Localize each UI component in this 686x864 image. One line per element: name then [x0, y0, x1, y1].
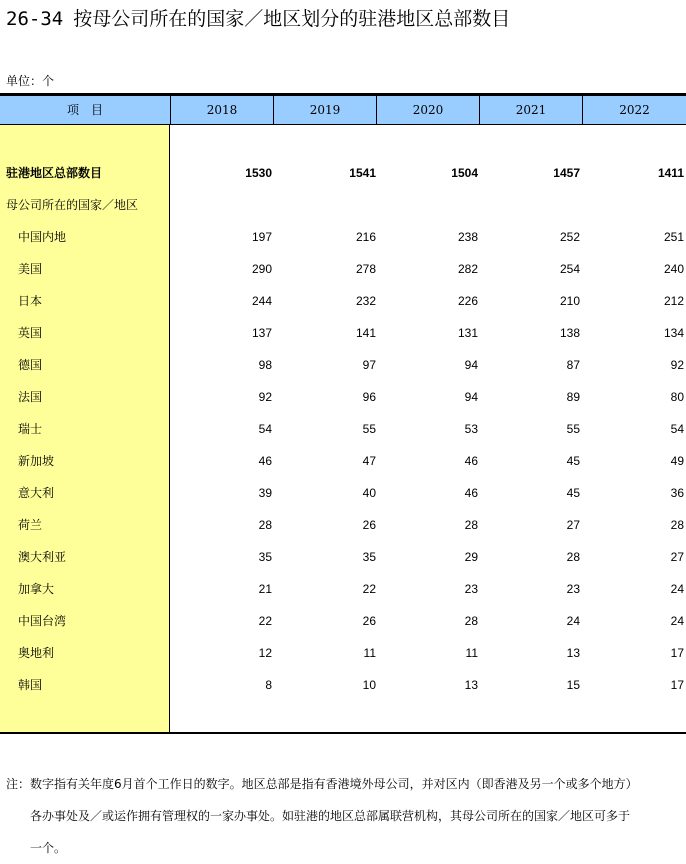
header-item: 项 目 — [0, 96, 171, 124]
cell-value: 1530 — [245, 166, 272, 180]
cell-value: 1411 — [657, 166, 684, 180]
row-label: 德国 — [18, 358, 43, 372]
row-label: 奥地利 — [18, 646, 55, 660]
header-year-2022: 2022 — [619, 103, 650, 117]
cell-value: 27 — [566, 518, 580, 532]
cell-value: 290 — [251, 262, 272, 276]
cell-value: 134 — [663, 326, 684, 340]
cell-value: 98 — [258, 358, 272, 372]
cell-value: 22 — [362, 582, 376, 596]
table-row — [0, 509, 686, 541]
cell-value: 131 — [457, 326, 478, 340]
cell-value: 89 — [566, 390, 580, 404]
cell-value: 1504 — [451, 166, 478, 180]
row-label: 韩国 — [18, 678, 43, 692]
unit-label: 单位：个 — [6, 74, 55, 88]
cell-value: 17 — [670, 678, 684, 692]
cell-value: 24 — [670, 582, 684, 596]
cell-value: 11 — [363, 646, 376, 660]
cell-value: 17 — [670, 646, 684, 660]
cell-value: 12 — [258, 646, 272, 660]
cell-value: 97 — [362, 358, 376, 372]
cell-value: 28 — [670, 518, 684, 532]
cell-value: 55 — [362, 422, 376, 436]
cell-value: 92 — [258, 390, 272, 404]
header-year-2018: 2018 — [171, 96, 274, 124]
cell-value: 212 — [663, 294, 684, 308]
cell-value: 87 — [566, 358, 580, 372]
cell-value: 23 — [566, 582, 580, 596]
cell-value: 55 — [566, 422, 580, 436]
cell-value: 251 — [663, 230, 684, 244]
cell-value: 46 — [464, 486, 478, 500]
cell-value: 49 — [670, 454, 684, 468]
cell-value: 28 — [464, 614, 478, 628]
cell-value: 29 — [464, 550, 478, 564]
row-label: 法国 — [18, 390, 43, 404]
cell-value: 46 — [258, 454, 272, 468]
table-row — [0, 317, 686, 349]
table-header — [0, 96, 686, 125]
cell-value: 238 — [457, 230, 478, 244]
table-row — [0, 381, 686, 413]
cell-value: 94 — [464, 358, 478, 372]
cell-value: 232 — [355, 294, 376, 308]
cell-value: 39 — [258, 486, 272, 500]
cell-value: 28 — [566, 550, 580, 564]
header-year-2021: 2021 — [480, 96, 583, 124]
cell-value: 141 — [355, 326, 376, 340]
row-label: 荷兰 — [18, 518, 43, 532]
cell-value: 216 — [355, 230, 376, 244]
cell-value: 24 — [670, 614, 684, 628]
row-label: 中国内地 — [18, 230, 67, 244]
notes — [6, 768, 682, 864]
cell-value: 11 — [465, 646, 478, 660]
cell-value: 13 — [464, 678, 478, 692]
cell-value: 80 — [670, 390, 684, 404]
table-row — [0, 669, 686, 701]
cell-value: 1457 — [553, 166, 580, 180]
row-label: 日本 — [18, 294, 43, 308]
cell-value: 35 — [258, 550, 272, 564]
table-number: 26-34 — [6, 8, 64, 30]
cell-value: 28 — [258, 518, 272, 532]
cell-value: 36 — [670, 486, 684, 500]
cell-value: 15 — [566, 678, 580, 692]
table-row — [0, 253, 686, 285]
table-row — [0, 445, 686, 477]
cell-value: 210 — [559, 294, 580, 308]
bottom-rule — [0, 732, 686, 734]
cell-value: 278 — [355, 262, 376, 276]
cell-value: 28 — [464, 518, 478, 532]
cell-value: 45 — [566, 454, 580, 468]
table-row — [0, 477, 686, 509]
section-row — [0, 189, 686, 221]
cell-value: 282 — [457, 262, 478, 276]
row-label: 美国 — [18, 262, 43, 276]
cell-value: 240 — [663, 262, 684, 276]
note-line: 一个。 — [30, 841, 67, 855]
row-label: 驻港地区总部数目 — [6, 166, 103, 180]
row-label: 瑞士 — [18, 422, 43, 436]
table-title — [6, 6, 510, 32]
table-row — [0, 541, 686, 573]
row-label: 新加坡 — [18, 454, 55, 468]
cell-value: 47 — [362, 454, 376, 468]
cell-value: 54 — [670, 422, 684, 436]
table-row — [0, 349, 686, 381]
table-row — [0, 221, 686, 253]
cell-value: 27 — [670, 550, 684, 564]
row-label: 母公司所在的国家／地区 — [6, 198, 139, 212]
cell-value: 92 — [670, 358, 684, 372]
cell-value: 94 — [464, 390, 478, 404]
note-line: 注：数字指有关年度6月首个工作日的数字。地区总部是指有香港境外母公司，并对区内（即香港及另一个或多个地方） — [6, 777, 638, 791]
cell-value: 13 — [566, 646, 580, 660]
row-label: 加拿大 — [18, 582, 55, 596]
cell-value: 8 — [265, 678, 272, 692]
cell-value: 1541 — [349, 166, 376, 180]
row-label: 意大利 — [18, 486, 55, 500]
table-title-text: 按母公司所在的国家／地区划分的驻港地区总部数目 — [73, 8, 511, 30]
row-label: 澳大利亚 — [18, 550, 67, 564]
header-year-2019: 2019 — [274, 96, 377, 124]
cell-value: 26 — [362, 614, 376, 628]
cell-value: 26 — [362, 518, 376, 532]
cell-value: 252 — [559, 230, 580, 244]
cell-value: 10 — [362, 678, 376, 692]
note-line: 各办事处及／或运作拥有管理权的一家办事处。如驻港的地区总部属联营机构，其母公司所在的国家／地区可多于 — [30, 809, 631, 823]
cell-value: 45 — [566, 486, 580, 500]
cell-value: 137 — [251, 326, 272, 340]
cell-value: 35 — [362, 550, 376, 564]
cell-value: 96 — [362, 390, 376, 404]
cell-value: 40 — [362, 486, 376, 500]
cell-value: 138 — [559, 326, 580, 340]
header-year-2020: 2020 — [377, 96, 480, 124]
table-row — [0, 573, 686, 605]
row-label: 英国 — [18, 326, 43, 340]
table-row — [0, 637, 686, 669]
cell-value: 46 — [464, 454, 478, 468]
cell-value: 197 — [251, 230, 272, 244]
table-row — [0, 605, 686, 637]
cell-value: 54 — [258, 422, 272, 436]
cell-value: 226 — [457, 294, 478, 308]
table-row — [0, 413, 686, 445]
cell-value: 254 — [559, 262, 580, 276]
total-row — [0, 157, 686, 189]
cell-value: 244 — [251, 294, 272, 308]
cell-value: 53 — [464, 422, 478, 436]
cell-value: 22 — [258, 614, 272, 628]
row-label: 中国台湾 — [18, 614, 67, 628]
cell-value: 24 — [566, 614, 580, 628]
cell-value: 23 — [464, 582, 478, 596]
cell-value: 21 — [258, 582, 272, 596]
table-row — [0, 285, 686, 317]
